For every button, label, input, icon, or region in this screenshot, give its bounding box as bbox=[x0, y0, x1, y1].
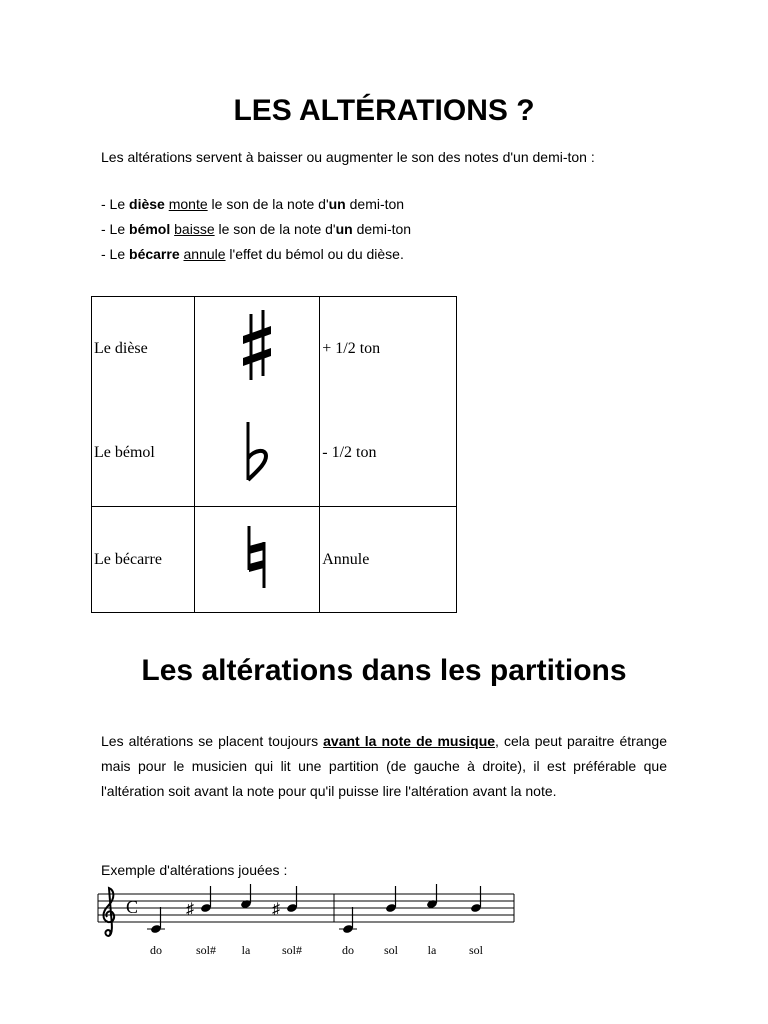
note-label: sol# bbox=[281, 943, 303, 957]
note-label: la bbox=[241, 943, 251, 957]
bullet-becarre: - Le bécarre annule l'effet du bémol ou du dièse. bbox=[101, 246, 404, 262]
bullet-diese: - Le dièse monte le son de la note d'un demi-ton bbox=[101, 196, 405, 212]
alteration-effect: + 1/2 ton bbox=[320, 297, 457, 401]
alterations-table bbox=[91, 296, 457, 613]
music-staff bbox=[96, 884, 516, 960]
note-label: do bbox=[342, 943, 354, 957]
table-row bbox=[92, 401, 457, 507]
note-label: do bbox=[150, 943, 162, 957]
section-title: Les altérations dans les partitions bbox=[141, 654, 627, 687]
time-signature: C bbox=[126, 897, 139, 917]
sharp-icon: ♯ bbox=[272, 901, 280, 918]
alteration-effect: - 1/2 ton bbox=[320, 401, 457, 507]
note-label: la bbox=[427, 943, 437, 957]
page-title: LES ALTÉRATIONS ? bbox=[233, 94, 535, 127]
sharp-icon: ♯ bbox=[186, 901, 194, 918]
note-label: sol bbox=[468, 943, 484, 957]
intro-text: Les altérations servent à baisser ou augmenter le son des notes d'un demi-ton : bbox=[101, 149, 595, 165]
note-label: sol bbox=[383, 943, 399, 957]
flat-icon bbox=[194, 401, 320, 507]
table-row bbox=[92, 297, 457, 401]
bullet-bemol: - Le bémol baisse le son de la note d'un demi-ton bbox=[101, 221, 412, 237]
natural-icon bbox=[194, 507, 320, 613]
treble-clef-icon bbox=[104, 888, 115, 936]
note-label: sol# bbox=[195, 943, 217, 957]
table-row bbox=[92, 507, 457, 613]
alteration-name: Le bémol bbox=[92, 401, 195, 507]
notes-group bbox=[147, 884, 484, 957]
sharp-icon bbox=[194, 297, 320, 401]
example-label: Exemple d'altérations jouées : bbox=[101, 862, 288, 878]
section-paragraph: Les altérations se placent toujours avant la note de musique, cela peut paraitre étrange mais pour le musicien qui lit une partition (de gauche à droite), il est préférable que l'altération soit avant la note pour qu'il puisse lire l'altération avant la note. bbox=[101, 733, 667, 799]
alteration-effect: Annule bbox=[320, 507, 457, 613]
alteration-name: Le bécarre bbox=[92, 507, 195, 613]
alteration-name: Le dièse bbox=[92, 297, 195, 401]
